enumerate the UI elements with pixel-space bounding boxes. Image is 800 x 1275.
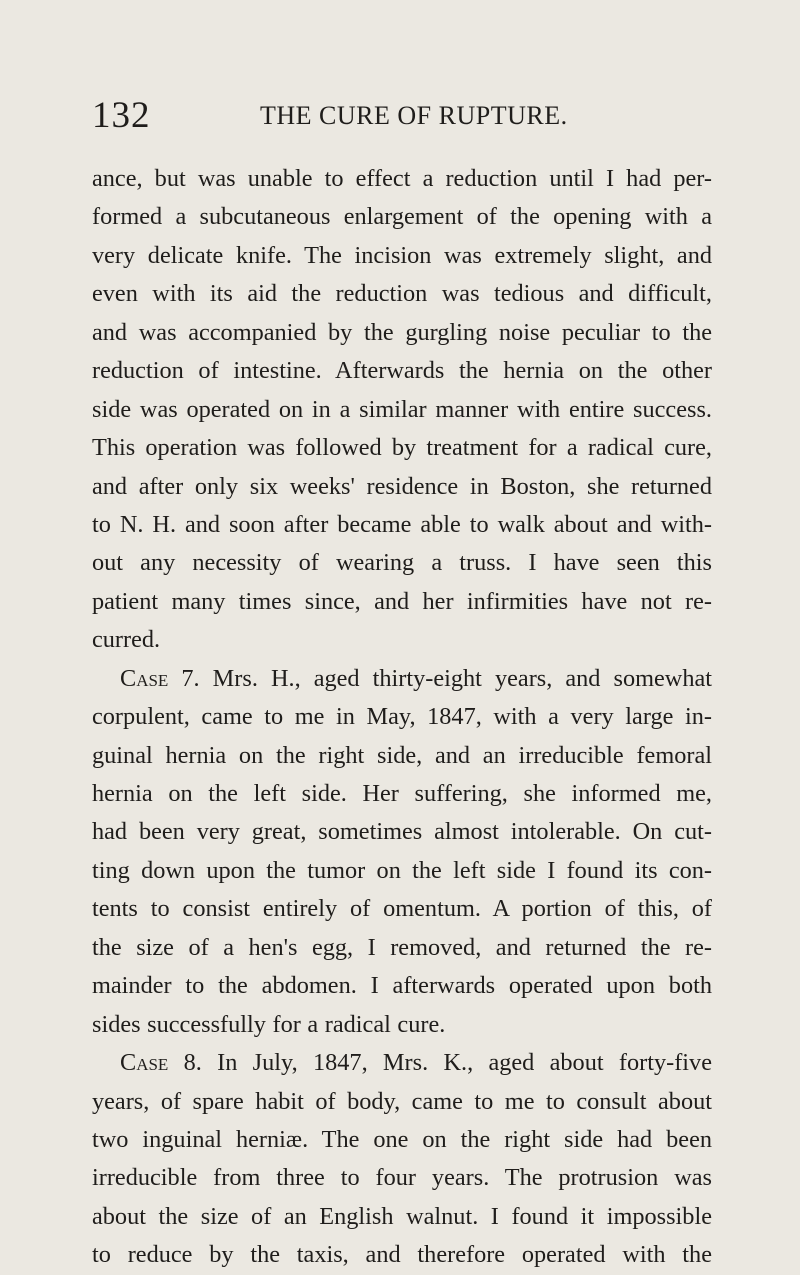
text-line: two inguinal herniæ. The one on the right side had been: [92, 1125, 712, 1153]
text-line: mainder to the abdomen. I afterwards operated upon both: [92, 972, 712, 1000]
page-body: [92, 160, 712, 1275]
text-line: very delicate knife. The incision was extremely slight, and: [92, 241, 712, 269]
text-line: to reduce by the taxis, and therefore operated with the: [92, 1241, 712, 1269]
text-line: ting down upon the tumor on the left side I found its con-: [92, 856, 712, 884]
page-header: [92, 92, 712, 140]
case-8-first-text: In July, 1847, Mrs. K., aged about forty-five: [217, 1049, 712, 1077]
text-line: had been very great, sometimes almost intolerable. On cut-: [92, 818, 712, 846]
text-line: even with its aid the reduction was tedious and difficult,: [92, 280, 712, 308]
running-title: THE CURE OF RUPTURE.: [260, 101, 568, 130]
text-line: out any necessity of wearing a truss. I have seen this: [92, 549, 712, 577]
case-8-first-line: [92, 1044, 712, 1082]
text-line: tents to consist entirely of omentum. A portion of this, of: [92, 895, 712, 923]
text-line: reduction of intestine. Afterwards the hernia on the other: [92, 357, 712, 385]
text-line: hernia on the left side. Her suffering, she informed me,: [92, 780, 712, 807]
case-7-first-line: [92, 660, 712, 698]
text-line: corpulent, came to me in May, 1847, with a very large in-: [92, 703, 712, 731]
text-line: patient many times since, and her infirmities have not re-: [92, 587, 712, 615]
text-line: and was accompanied by the gurgling noise peculiar to the: [92, 318, 712, 346]
text-line: guinal hernia on the right side, and an irreducible femoral: [92, 741, 712, 769]
case-7-first-text: Mrs. H., aged thirty-eight years, and somewhat: [212, 664, 713, 692]
text-line: curred.: [92, 626, 161, 654]
text-line: and after only six weeks' residence in Boston, she returned: [92, 472, 712, 500]
case-7-label: Case 7.: [120, 664, 200, 692]
text-line: This operation was followed by treatment for a radical cure,: [92, 434, 712, 462]
text-line: irreducible from three to four years. The protrusion was: [92, 1164, 712, 1192]
text-line: ance, but was unable to effect a reduction until I had per-: [92, 165, 712, 192]
text-line: the size of a hen's egg, I removed, and returned the re-: [92, 933, 712, 961]
text-line: side was operated on in a similar manner with entire success.: [92, 395, 712, 423]
text-line: about the size of an English walnut. I found it impossible: [92, 1202, 712, 1230]
text-line: sides successfully for a radical cure.: [92, 1010, 446, 1038]
page-number: 132: [92, 95, 151, 136]
text-line: years, of spare habit of body, came to me to consult about: [92, 1087, 712, 1115]
case-8-label: Case 8.: [120, 1049, 202, 1077]
text-line: to N. H. and soon after became able to walk about and with-: [92, 510, 712, 538]
text-line: formed a subcutaneous enlargement of the opening with a: [92, 203, 712, 231]
